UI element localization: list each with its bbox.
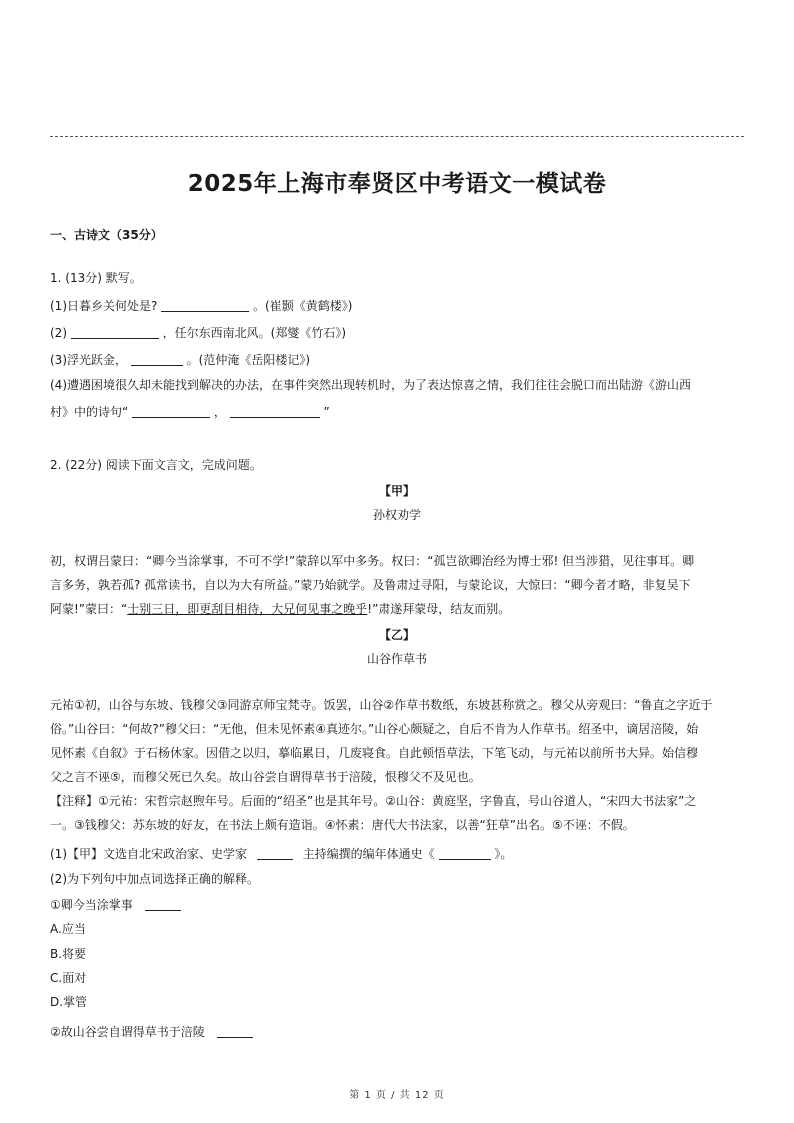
passage-yi-text: 元祐①初，山谷与东坡、钱穆父③同游京师宝梵寺。饭罢，山谷②作草书数纸，东坡甚称赏之。穆父从旁观曰：“鲁直之字近于 俗。”山谷曰：“何故?”穆父曰：“无他，但未见怀素④真迹尔。”山谷心颇疑之，自后不肯为人作草书。绍圣中，谪居涪陵，始 见怀素《自叙》于石杨休家。因借之以归，摹临累日，几废寝食。自此顿悟草法，下笔飞动，与元祐以前所书大异。始信穆 父之言不诬⑤，而穆父死已久矣。故山谷尝自谓得草书于涪陵，恨穆父不及见也。 【注释】①元祐：宋哲宗赵煦年号。后面的“绍圣”也是其年号。②山谷：黄庭坚，字鲁直，号山谷道人，“宋四大书法家”之 一。③钱穆父：苏东坡的好友，在书法上颇有造诣。④怀素：唐代大书法家，以善“狂草”出名。⑤不诬：不假。 [50,693,744,837]
answer-blank[interactable] [71,326,159,339]
answer-blank[interactable] [145,898,181,911]
q2-sub-1: (1)【甲】文选自北宋政治家、史学家 主持编撰的编年体通史《 》。 [50,847,513,861]
answer-blank[interactable] [439,847,491,860]
answer-blank[interactable] [132,405,210,418]
answer-blank[interactable] [230,405,320,418]
passage-jia-marker: 【甲】 [378,484,415,498]
answer-blank[interactable] [161,299,249,312]
q2-item-1: ①卿今当涂掌事 [50,896,181,913]
option-a[interactable]: A.应当 [50,922,86,936]
question-1-heading: 1. (13分) 默写。 [50,271,142,285]
passage-yi-marker: 【乙】 [378,628,415,642]
annotation-line-2: 一。③钱穆父：苏东坡的好友，在书法上颇有造诣。④怀素：唐代大书法家，以善“狂草”出名。⑤不诬：不假。 [50,818,635,832]
answer-blank[interactable] [217,1025,253,1038]
exam-title: 2025年上海市奉贤区中考语文一模试卷 [187,171,607,197]
option-d[interactable]: D.掌管 [50,995,88,1009]
answer-blank[interactable] [257,847,293,860]
question-2-heading: 2. (22分) 阅读下面文言文，完成问题。 [50,458,262,472]
answer-blank[interactable] [131,353,183,366]
passage-jia-text: 初，权谓吕蒙曰：“卿今当涂掌事，不可不学!”蒙辞以军中多务。权曰：“孤岂欲卿治经为博士邪! 但当涉猎，见往事耳。卿 言多务，孰若孤? 孤常读书，自以为大有所益。”蒙乃始就学。及鲁肃过寻阳，与蒙论议，大惊曰：“卿今者才略，非复吴下 阿蒙!”蒙曰：“士别三日，即更刮目相待，大兄何见事之晚乎!”肃遂拜蒙母，结友而别。 [50,554,695,616]
section-heading: 一、古诗文（35分） [50,228,163,242]
q1-item-4-line-2: 村》中的诗句“ ， ” [50,405,330,419]
q2-sub-2: (2)为下列句中加点词选择正确的解释。 [50,872,259,886]
q1-item-1: (1)日暮乡关何处是? 。(崔颢《黄鹤楼》) [50,299,353,313]
q1-item-3: (3)浮光跃金， 。(范仲淹《岳阳楼记》) [50,353,311,367]
underlined-sentence: 士别三日，即更刮目相待，大兄何见事之晚乎 [127,602,368,616]
option-b[interactable]: B.将要 [50,947,87,961]
header-dashed-divider [50,136,744,137]
q2-item-2: ②故山谷尝自谓得草书于涪陵 [50,1023,253,1040]
passage-jia-title: 孙权劝学 [372,508,421,522]
annotation-line-1: 【注释】①元祐：宋哲宗赵煦年号。后面的“绍圣”也是其年号。②山谷：黄庭坚，字鲁直，号山谷道人，“宋四大书法家”之 [50,794,697,808]
q1-item-2: (2) ，任尔东西南北风。(郑燮《竹石》) [50,326,347,340]
passage-yi-title: 山谷作草书 [366,652,427,666]
page-footer: 第 1 页 / 共 12 页 [349,1090,445,1101]
option-c[interactable]: C.面对 [50,971,87,985]
q1-item-4-line-1: (4)遭遇困境很久却未能找到解决的办法，在事件突然出现转机时，为了表达惊喜之情，我们往往会脱口而出陆游《游山西 [50,378,692,392]
